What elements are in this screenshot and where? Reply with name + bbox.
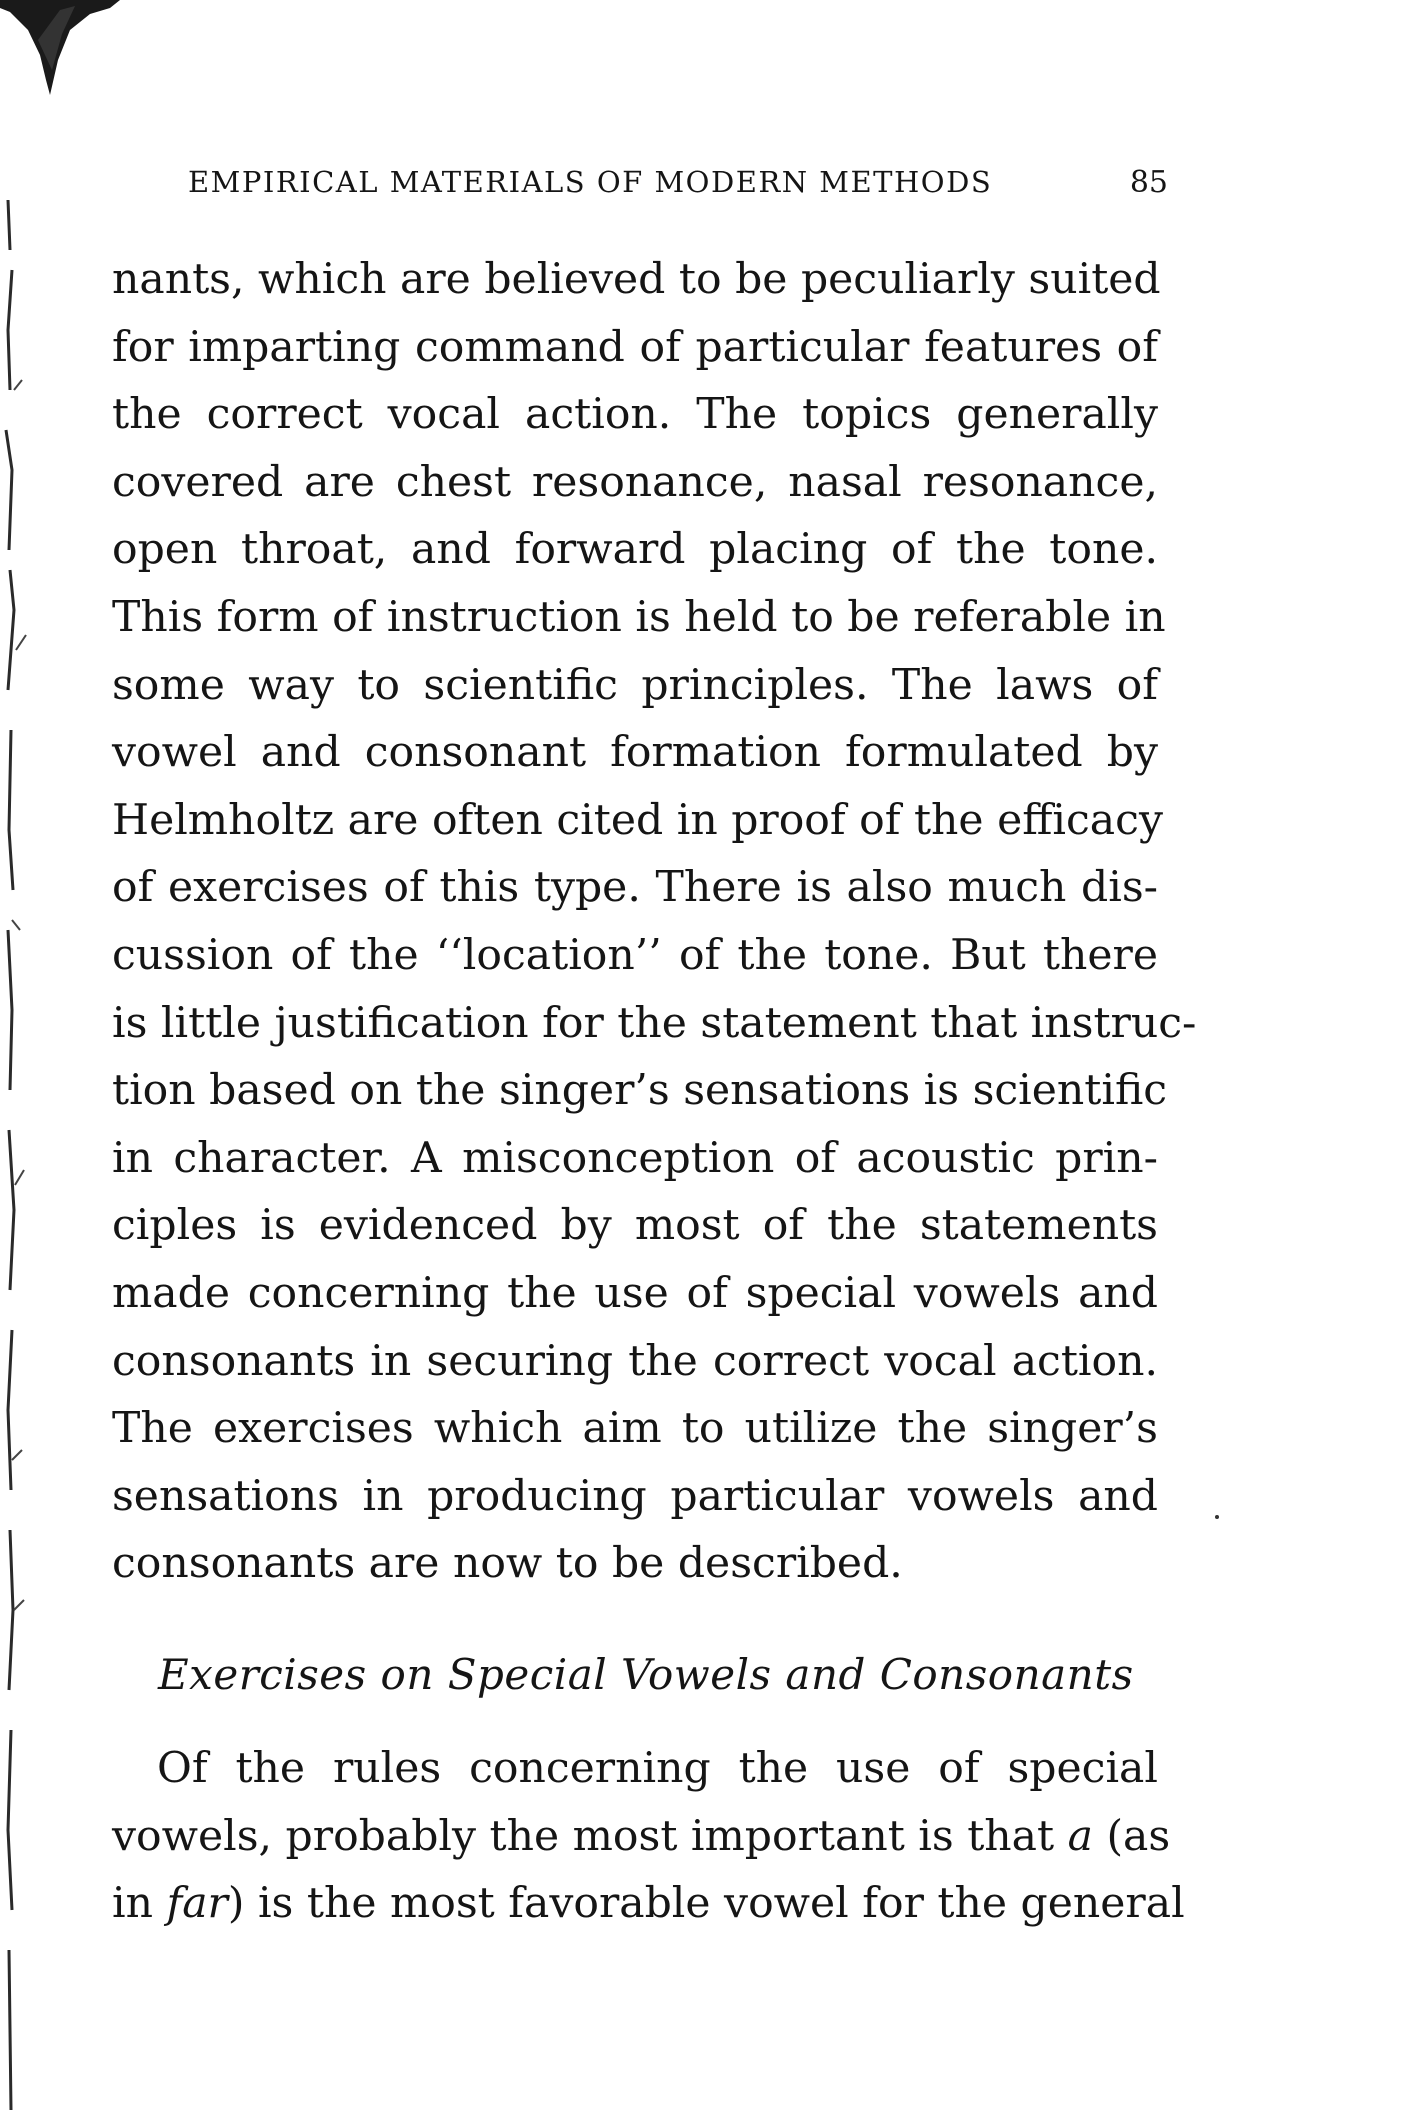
paragraph-1	[112, 246, 1197, 1598]
text-line: cussion of the ‘‘location’’ of the tone. But there	[112, 930, 1158, 980]
text-line: the correct vocal action. The topics generally	[112, 390, 1158, 440]
text-line: The exercises which aim to utilize the singer’s	[112, 1404, 1158, 1454]
binding-edge-artifact	[0, 130, 30, 2115]
text-line: for imparting command of particular features of	[112, 322, 1158, 372]
section-heading: Exercises on Special Vowels and Consonants	[158, 1650, 1134, 1699]
text-line: nants, which are believed to be peculiarly suited	[112, 255, 1161, 304]
text-line: is little justification for the statement that instruc-	[112, 998, 1197, 1048]
text-line: sensations in producing particular vowels and	[112, 1471, 1158, 1521]
text-line: consonants in securing the correct vocal action.	[112, 1336, 1158, 1386]
text-line: in character. A misconception of acoustic prin-	[112, 1133, 1158, 1183]
text-line	[112, 1803, 1171, 1871]
text-line: consonants are now to be described.	[112, 1539, 903, 1589]
paragraph-2	[112, 1735, 1185, 1938]
running-head: EMPIRICAL MATERIALS OF MODERN METHODS	[188, 165, 993, 199]
page-header	[188, 165, 1168, 215]
text-line: open throat, and forward placing of the tone.	[112, 525, 1158, 575]
scan-speck	[1215, 1515, 1219, 1519]
text-line: some way to scientific principles. The laws of	[112, 660, 1158, 710]
italic-word: far	[166, 1879, 228, 1929]
text-run: ) is the most favorable vowel for the general	[227, 1879, 1185, 1929]
text-line: tion based on the singer’s sensations is scientific	[112, 1066, 1168, 1116]
text-line: vowel and consonant formation formulated by	[112, 728, 1158, 778]
text-run: vowels, probably the most important is that	[112, 1811, 1068, 1861]
page-number: 85	[1129, 165, 1168, 200]
text-line: of exercises of this type. There is also much dis-	[112, 863, 1158, 913]
text-line: Of the rules concerning the use of special	[157, 1744, 1158, 1793]
text-run: (as	[1092, 1811, 1171, 1861]
text-line: ciples is evidenced by most of the statements	[112, 1201, 1158, 1251]
text-line: This form of instruction is held to be referable in	[112, 592, 1166, 642]
text-run: in	[112, 1879, 167, 1929]
scan-corner-artifact	[0, 0, 130, 130]
text-line: covered are chest resonance, nasal resonance,	[112, 457, 1158, 507]
text-line	[112, 1870, 1185, 1938]
text-line: Helmholtz are often cited in proof of the efficacy	[112, 795, 1163, 845]
italic-vowel: a	[1067, 1811, 1093, 1861]
text-line: made concerning the use of special vowels and	[112, 1268, 1158, 1318]
